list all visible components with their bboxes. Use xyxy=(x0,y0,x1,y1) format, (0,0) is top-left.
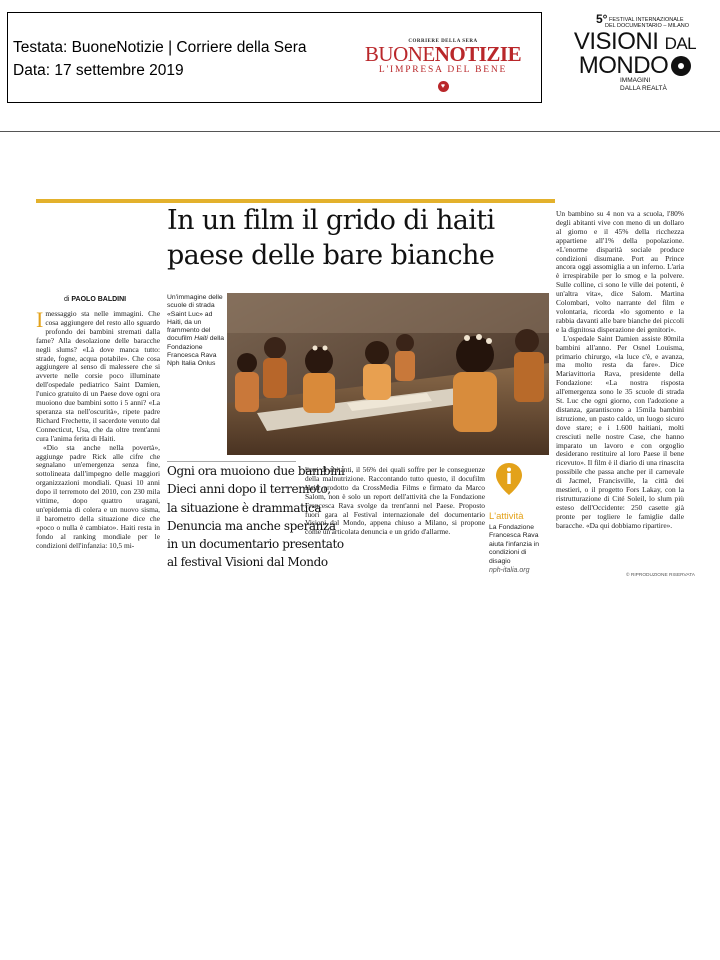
festival-mondo: MONDO xyxy=(578,52,669,79)
data-line: Data: 17 settembre 2019 xyxy=(13,62,184,79)
festival-visioni: VISIONI DAL xyxy=(573,28,697,55)
logo-tagline: L'IMPRESA DEL BENE xyxy=(378,65,508,75)
copyright: © RIPRODUZIONE RISERVATA xyxy=(626,573,696,578)
buone-notizie-logo xyxy=(363,39,523,101)
classroom-photo xyxy=(227,293,549,455)
article-headline: In un film il grido di haiti paese delle bare bianche xyxy=(167,205,495,271)
testata-line: Testata: BuoneNotizie | Corriere della Sera xyxy=(13,39,307,56)
article-photo xyxy=(227,293,549,455)
byline: di PAOLO BALDINI xyxy=(64,296,127,303)
logo-corriere: CORRIERE DELLA SERA xyxy=(408,39,478,44)
dropcap: I xyxy=(36,307,44,332)
byline-author: PAOLO BALDINI xyxy=(71,296,127,303)
pull-quote: Ogni ora muoiono due bambini Dieci anni dopo il terremoto, la situazione è drammatica Denuncia ma anche speranza in un documentario presentato al festival Visioni dal Mondo xyxy=(167,464,345,570)
heart-icon: ♥ xyxy=(438,81,449,92)
page-divider xyxy=(0,131,720,132)
info-box xyxy=(489,462,549,574)
logo-buone: BUONE xyxy=(364,42,435,66)
header-text xyxy=(13,36,307,82)
info-url: nph-italia.org xyxy=(489,567,530,575)
header-box xyxy=(7,12,542,103)
info-pin-icon xyxy=(495,462,523,496)
article-column-1: I messaggio sta nelle immagini. Che cosa aggiungere del resto allo sguardo profondo dei bambini stremati dalla fame? Alla desolazione delle baracche negli slums? «Là dove manca tutto: strade, fogne, acqua potabile». Che cosa aggiungere al senso di malessere che si avverte nelle corsie poco illuminate dell'ospedale pediatrico Saint Damien, l'unico gratuito di un Paese dove ogni ora muoiono due bambini sotto i 5 anni? «La speranza sta nell'oscurità», ripete padre Richard Frechette, il sacerdote venuto dal Connecticut, Usa, che da oltre trent'anni cura l'anima ferita di Haiti. «Dio sta anche nella povertà», aggiunge padre Rick alle cifre che segnalano un'emergenza senza fine, sottolineata dall'impegno delle maggiori organizzazioni mondiali. Quasi 10 anni dopo il terremoto del 2010, con 230 mila vittime, dopo quattro uragani, un'epidemia di colera e un nuovo sisma, il barometro della situazione dice che «poco o nulla è cambiato». Haiti resta in fondo al ranking mondiale per le condizioni dell'infanzia: 10,5 mi- xyxy=(36,307,160,550)
logo-notizie: NOTIZIE xyxy=(434,42,522,66)
festival-subtitle: IMMAGINI DALLA REALTÀ xyxy=(620,77,667,92)
article-column-3: lioni di abitanti, il 56% dei quali soffre per le conseguenze della malnutrizione. Raccontando tutto questo, il docufilm Haiti prodotto da CrossMedia Films e firmato da Marco Salom, non è solo un report dell'attività che la Fondazione Francesca Rava svolge da trent'anni nel Paese. Proposto fuori gara al Festival internazionale del documentario Visioni dal Mondo, appena chiuso a Milano, si propone come un'articolata denuncia e un grido d'allarme. xyxy=(305,465,485,537)
info-text: La Fondazione Francesca Rava aiuta l'infanzia in condizioni di disagio xyxy=(489,524,540,565)
festival-logo xyxy=(572,12,698,93)
film-reel-icon xyxy=(671,56,691,76)
logo-title xyxy=(363,44,523,64)
festival-mondo-row xyxy=(572,52,698,79)
photo-caption: Un'immagine delle scuole di strada «Saint Luc» ad Haiti, da un frammento del docufilm Haiti della Fondazione Francesca Rava Nph Italia Onlus xyxy=(167,294,225,368)
article-column-4: Un bambino su 4 non va a scuola, l'80% degli abitanti vive con meno di un dollaro al giorno e il 45% della ricchezza appartiene all'1% della popolazione. «L'enorme disparità sociale produce condizioni disumane. Port au Prince ancora oggi assomiglia a un inferno. L'aria è irrespirabile per lo smog e la polvere. Sulle colline, ci sono le ville dei potenti, è un'altra vita», dice Salom. Martina Colombari, volto narrante del film e volontaria, ricorda «lo sgomento e la rabbia davanti alle bare bianche dei piccoli e la dignitosa disperazione dei genitori». L'ospedale Saint Damien assiste 80mila bambini all'anno. Per Osnel Louisma, primario chirurgo, «la luce c'è, e avanza, ma molto resta da fare». Dice Mariavittoria Rava, presidente della Fondazione: «La nostra risposta all'emergenza sono le 35 scuole di strada St. Luc che ogni giorno, con l'adozione a distanza, garantiscono a 15mila bambini istruzione, un pasto caldo, un luogo sicuro dove stare; e i 1.600 haitiani, molti cresciuti nelle nostre Case, che hanno imparato un lavoro e con orgoglio desiderano restituire al loro Paese il bene ricevuto». Il film è il diario di una rinascita possibile che passa anche per il carnevale di Jacmel, Francisville, la città dei mestieri, o il progetto Fors Lakay, con la ristrutturazione di Cité Soleil, lo slum più esteso dell'Occidente: 250 casette già pronte per togliere le famiglie dalle baracche. «Da qui dobbiamo ripartire». xyxy=(556,209,684,530)
festival-edition: 5° FESTIVAL INTERNAZIONALE DEL DOCUMENTARIO – MILANO xyxy=(596,12,690,29)
info-title: L'attività xyxy=(489,511,524,522)
